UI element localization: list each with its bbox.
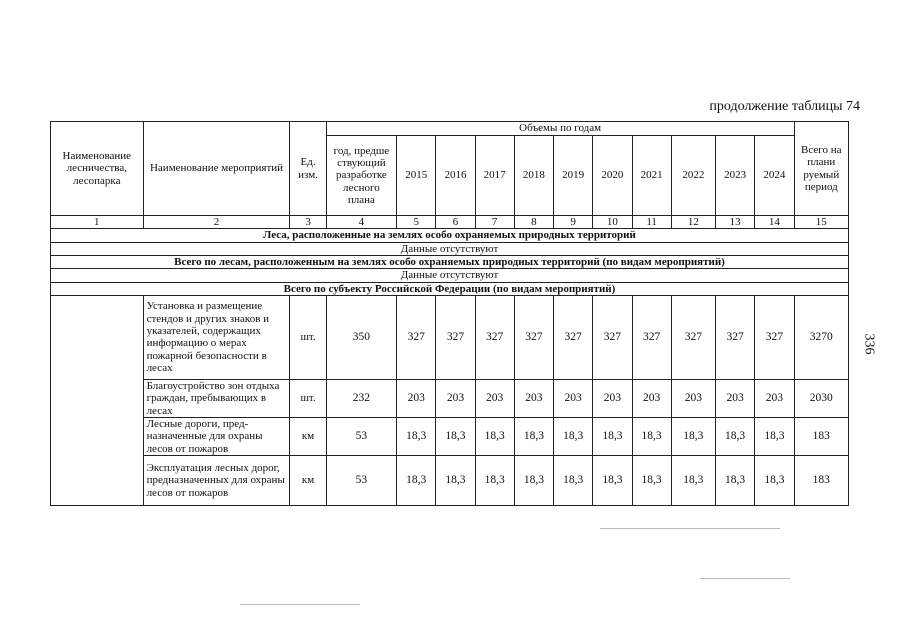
page-number: 336	[861, 333, 877, 355]
section-row	[51, 282, 849, 295]
year-value: 18,3	[397, 455, 436, 505]
prior-year-value: 350	[326, 295, 396, 379]
year-value: 327	[671, 295, 715, 379]
column-number: 12	[671, 216, 715, 229]
header-year-2016: 2016	[436, 136, 475, 216]
header-prior-year: год, предше ствующий разработке лесного плана	[326, 136, 396, 216]
column-number: 13	[716, 216, 755, 229]
year-value: 18,3	[755, 455, 794, 505]
year-value: 18,3	[593, 455, 632, 505]
year-value: 327	[632, 295, 671, 379]
header-year-2024: 2024	[755, 136, 794, 216]
year-value: 327	[593, 295, 632, 379]
prior-year-value: 232	[326, 379, 396, 417]
year-value: 203	[436, 379, 475, 417]
total-value: 2030	[794, 379, 848, 417]
table-row	[51, 295, 849, 379]
year-value: 18,3	[671, 455, 715, 505]
header-year-2020: 2020	[593, 136, 632, 216]
prior-year-value: 53	[326, 455, 396, 505]
section-title: Всего по субъекту Российской Федерации (по видам мероприятий)	[51, 282, 849, 295]
header-measure-name: Наименование мероприятий	[143, 122, 290, 216]
year-value: 203	[514, 379, 553, 417]
header-year-2018: 2018	[514, 136, 553, 216]
header-year-2019: 2019	[554, 136, 593, 216]
year-value: 18,3	[397, 417, 436, 455]
year-value: 18,3	[632, 417, 671, 455]
year-value: 18,3	[716, 455, 755, 505]
column-number: 1	[51, 216, 144, 229]
section-row	[51, 269, 849, 282]
table-row	[51, 379, 849, 417]
header-total-period: Всего на плани руемый период	[794, 122, 848, 216]
section-title: Леса, расположенные на землях особо охраняемых природных территорий	[51, 229, 849, 242]
section-row	[51, 242, 849, 255]
prior-year-value: 53	[326, 417, 396, 455]
year-value: 18,3	[554, 417, 593, 455]
column-number: 11	[632, 216, 671, 229]
total-value: 183	[794, 417, 848, 455]
column-number: 8	[514, 216, 553, 229]
scan-noise-line	[240, 604, 360, 605]
year-value: 18,3	[436, 455, 475, 505]
section-title: Данные отсутствуют	[51, 269, 849, 282]
header-forestry-name: Наименование лесничества, лесопарка	[51, 122, 144, 216]
total-value: 3270	[794, 295, 848, 379]
year-value: 18,3	[554, 455, 593, 505]
year-value: 18,3	[671, 417, 715, 455]
section-title: Всего по лесам, расположенным на землях особо охраняемых природных территорий (по видам мероприятий)	[51, 255, 849, 268]
header-year-2022: 2022	[671, 136, 715, 216]
header-unit: Ед. изм.	[290, 122, 326, 216]
year-value: 18,3	[514, 417, 553, 455]
year-value: 327	[475, 295, 514, 379]
header-year-2015: 2015	[397, 136, 436, 216]
measure-name: Установка и размещение стендов и других знаков и указателей, содержащих информацию о мерах пожарной безопасности в лесах	[143, 295, 290, 379]
year-value: 203	[671, 379, 715, 417]
year-value: 18,3	[716, 417, 755, 455]
year-value: 18,3	[593, 417, 632, 455]
year-value: 18,3	[514, 455, 553, 505]
year-value: 203	[397, 379, 436, 417]
year-value: 327	[554, 295, 593, 379]
year-value: 327	[716, 295, 755, 379]
year-value: 327	[436, 295, 475, 379]
unit-cell: шт.	[290, 295, 326, 379]
year-value: 203	[716, 379, 755, 417]
section-row	[51, 229, 849, 242]
column-number: 2	[143, 216, 290, 229]
column-number: 6	[436, 216, 475, 229]
section-row	[51, 255, 849, 268]
year-value: 327	[397, 295, 436, 379]
header-volumes-by-year: Объемы по годам	[326, 122, 794, 136]
scan-noise-line	[700, 578, 790, 579]
header-year-2021: 2021	[632, 136, 671, 216]
year-value: 203	[593, 379, 632, 417]
column-number: 14	[755, 216, 794, 229]
year-value: 203	[475, 379, 514, 417]
year-value: 203	[554, 379, 593, 417]
total-value: 183	[794, 455, 848, 505]
forestry-name-cell	[51, 295, 144, 505]
measure-name: Благоустройство зон отдыха граждан, пребывающих в лесах	[143, 379, 290, 417]
column-number: 3	[290, 216, 326, 229]
year-value: 327	[755, 295, 794, 379]
column-number: 4	[326, 216, 396, 229]
unit-cell: км	[290, 455, 326, 505]
scan-noise-line	[600, 528, 780, 529]
unit-cell: шт.	[290, 379, 326, 417]
forest-fire-measures-table	[50, 121, 849, 506]
year-value: 18,3	[755, 417, 794, 455]
year-value: 203	[755, 379, 794, 417]
unit-cell: км	[290, 417, 326, 455]
year-value: 18,3	[632, 455, 671, 505]
year-value: 18,3	[475, 417, 514, 455]
year-value: 327	[514, 295, 553, 379]
header-year-2017: 2017	[475, 136, 514, 216]
column-number: 10	[593, 216, 632, 229]
column-number: 7	[475, 216, 514, 229]
column-number: 9	[554, 216, 593, 229]
table-continuation-caption: продолжение таблицы 74	[709, 99, 860, 114]
column-number: 15	[794, 216, 848, 229]
table-row	[51, 417, 849, 455]
year-value: 203	[632, 379, 671, 417]
measure-name: Лесные дороги, пред-назначенные для охраны лесов от пожаров	[143, 417, 290, 455]
header-year-2023: 2023	[716, 136, 755, 216]
table-row	[51, 455, 849, 505]
column-number: 5	[397, 216, 436, 229]
measure-name: Эксплуатация лесных дорог, предназначенных для охраны лесов от пожаров	[143, 455, 290, 505]
year-value: 18,3	[436, 417, 475, 455]
year-value: 18,3	[475, 455, 514, 505]
section-title: Данные отсутствуют	[51, 242, 849, 255]
